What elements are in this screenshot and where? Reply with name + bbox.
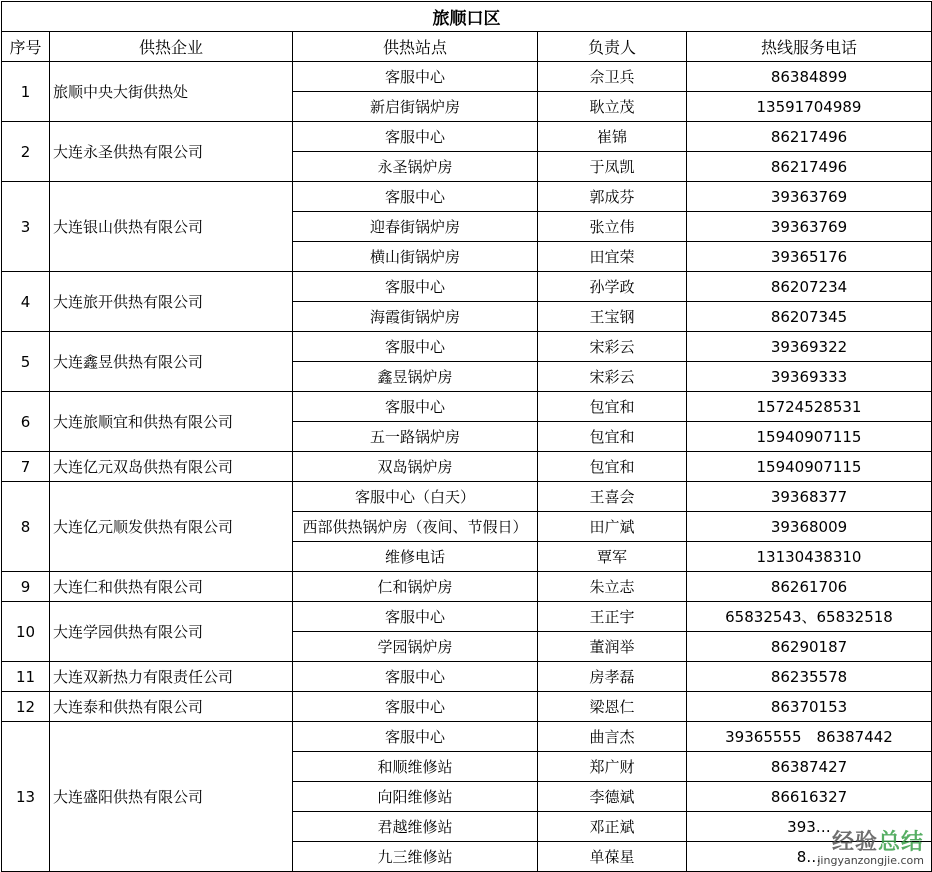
phone-cell: 13130438310 [687,542,932,572]
row-number: 10 [2,602,50,662]
phone-cell: 86235578 [687,662,932,692]
row-number: 7 [2,452,50,482]
station-cell: 客服中心 [293,272,538,302]
company-cell: 大连学园供热有限公司 [50,602,293,662]
phone-cell: 393… [687,812,932,842]
station-cell: 客服中心 [293,692,538,722]
heating-hotline-table [1,1,932,872]
person-cell: 王正宇 [538,602,687,632]
phone-cell: 86217496 [687,122,932,152]
watermark-url: jingyanzongjie.com [817,854,924,867]
station-cell: 和顺维修站 [293,752,538,782]
person-cell: 梁恩仁 [538,692,687,722]
row-number: 11 [2,662,50,692]
station-cell: 向阳维修站 [293,782,538,812]
station-cell: 九三维修站 [293,842,538,872]
person-cell: 郑广财 [538,752,687,782]
station-cell: 西部供热锅炉房（夜间、节假日） [293,512,538,542]
station-cell: 鑫昱锅炉房 [293,362,538,392]
company-cell: 大连旅开供热有限公司 [50,272,293,332]
station-cell: 客服中心 [293,62,538,92]
company-cell: 大连亿元顺发供热有限公司 [50,482,293,572]
station-cell: 五一路锅炉房 [293,422,538,452]
table-row [2,572,932,602]
table-row [2,272,932,302]
station-cell: 客服中心（白天） [293,482,538,512]
table-row [2,602,932,632]
station-cell: 双岛锅炉房 [293,452,538,482]
person-cell: 董润举 [538,632,687,662]
person-cell: 房孝磊 [538,662,687,692]
row-number: 1 [2,62,50,122]
person-cell: 覃军 [538,542,687,572]
station-cell: 永圣锅炉房 [293,152,538,182]
company-cell: 大连仁和供热有限公司 [50,572,293,602]
watermark-logo: 经验总结 [831,830,924,855]
header-phone: 热线服务电话 [687,32,932,62]
station-cell: 客服中心 [293,182,538,212]
person-cell: 宋彩云 [538,362,687,392]
company-cell: 大连泰和供热有限公司 [50,692,293,722]
company-cell: 大连盛阳供热有限公司 [50,722,293,872]
phone-cell: 13591704989 [687,92,932,122]
phone-cell: 8… [687,842,932,872]
table-row [2,662,932,692]
row-number: 12 [2,692,50,722]
phone-cell: 15940907115 [687,422,932,452]
person-cell: 田广斌 [538,512,687,542]
phone-cell: 86261706 [687,572,932,602]
watermark [817,825,924,867]
person-cell: 孙学政 [538,272,687,302]
person-cell: 耿立茂 [538,92,687,122]
station-cell: 新启街锅炉房 [293,92,538,122]
row-number: 9 [2,572,50,602]
table-row [2,332,932,362]
table-row [2,392,932,422]
phone-cell: 39369322 [687,332,932,362]
person-cell: 曲言杰 [538,722,687,752]
row-number: 2 [2,122,50,182]
person-cell: 宋彩云 [538,332,687,362]
company-cell: 大连鑫昱供热有限公司 [50,332,293,392]
table-row [2,692,932,722]
company-cell: 大连双新热力有限责任公司 [50,662,293,692]
station-cell: 君越维修站 [293,812,538,842]
station-cell: 客服中心 [293,392,538,422]
phone-cell: 86616327 [687,782,932,812]
table-row [2,722,932,752]
person-cell: 佘卫兵 [538,62,687,92]
header-person: 负责人 [538,32,687,62]
row-number: 5 [2,332,50,392]
person-cell: 崔锦 [538,122,687,152]
company-cell: 大连旅顺宜和供热有限公司 [50,392,293,452]
person-cell: 王宝钢 [538,302,687,332]
station-cell: 客服中心 [293,602,538,632]
header-company: 供热企业 [50,32,293,62]
header-no: 序号 [2,32,50,62]
title-row [2,2,932,32]
phone-cell: 39369333 [687,362,932,392]
station-cell: 迎春街锅炉房 [293,212,538,242]
phone-cell: 65832543、65832518 [687,602,932,632]
row-number: 3 [2,182,50,272]
phone-cell: 86387427 [687,752,932,782]
phone-cell: 39365555 86387442 [687,722,932,752]
person-cell: 王喜会 [538,482,687,512]
table-row [2,482,932,512]
table-row [2,182,932,212]
phone-cell: 86207345 [687,302,932,332]
header-station: 供热站点 [293,32,538,62]
header-row [2,32,932,62]
person-cell: 朱立志 [538,572,687,602]
row-number: 4 [2,272,50,332]
station-cell: 仁和锅炉房 [293,572,538,602]
phone-cell: 86384899 [687,62,932,92]
company-cell: 大连永圣供热有限公司 [50,122,293,182]
person-cell: 田宜荣 [538,242,687,272]
table-body [2,62,932,872]
row-number: 13 [2,722,50,872]
station-cell: 客服中心 [293,332,538,362]
station-cell: 学园锅炉房 [293,632,538,662]
station-cell: 维修电话 [293,542,538,572]
person-cell: 包宜和 [538,452,687,482]
row-number: 8 [2,482,50,572]
row-number: 6 [2,392,50,452]
table-title: 旅顺口区 [2,2,932,32]
person-cell: 单葆星 [538,842,687,872]
person-cell: 邓正斌 [538,812,687,842]
phone-cell: 39368377 [687,482,932,512]
station-cell: 客服中心 [293,122,538,152]
phone-cell: 86290187 [687,632,932,662]
phone-cell: 86217496 [687,152,932,182]
station-cell: 海霞街锅炉房 [293,302,538,332]
phone-cell: 86370153 [687,692,932,722]
phone-cell: 39363769 [687,182,932,212]
person-cell: 包宜和 [538,422,687,452]
company-cell: 旅顺中央大街供热处 [50,62,293,122]
phone-cell: 39365176 [687,242,932,272]
phone-cell: 39363769 [687,212,932,242]
person-cell: 李德斌 [538,782,687,812]
company-cell: 大连亿元双岛供热有限公司 [50,452,293,482]
person-cell: 包宜和 [538,392,687,422]
company-cell: 大连银山供热有限公司 [50,182,293,272]
station-cell: 客服中心 [293,662,538,692]
table-row [2,452,932,482]
table-row [2,122,932,152]
phone-cell: 39368009 [687,512,932,542]
phone-cell: 86207234 [687,272,932,302]
person-cell: 郭成芬 [538,182,687,212]
phone-cell: 15724528531 [687,392,932,422]
person-cell: 张立伟 [538,212,687,242]
phone-cell: 15940907115 [687,452,932,482]
person-cell: 于凤凯 [538,152,687,182]
station-cell: 横山街锅炉房 [293,242,538,272]
station-cell: 客服中心 [293,722,538,752]
table-row [2,62,932,92]
